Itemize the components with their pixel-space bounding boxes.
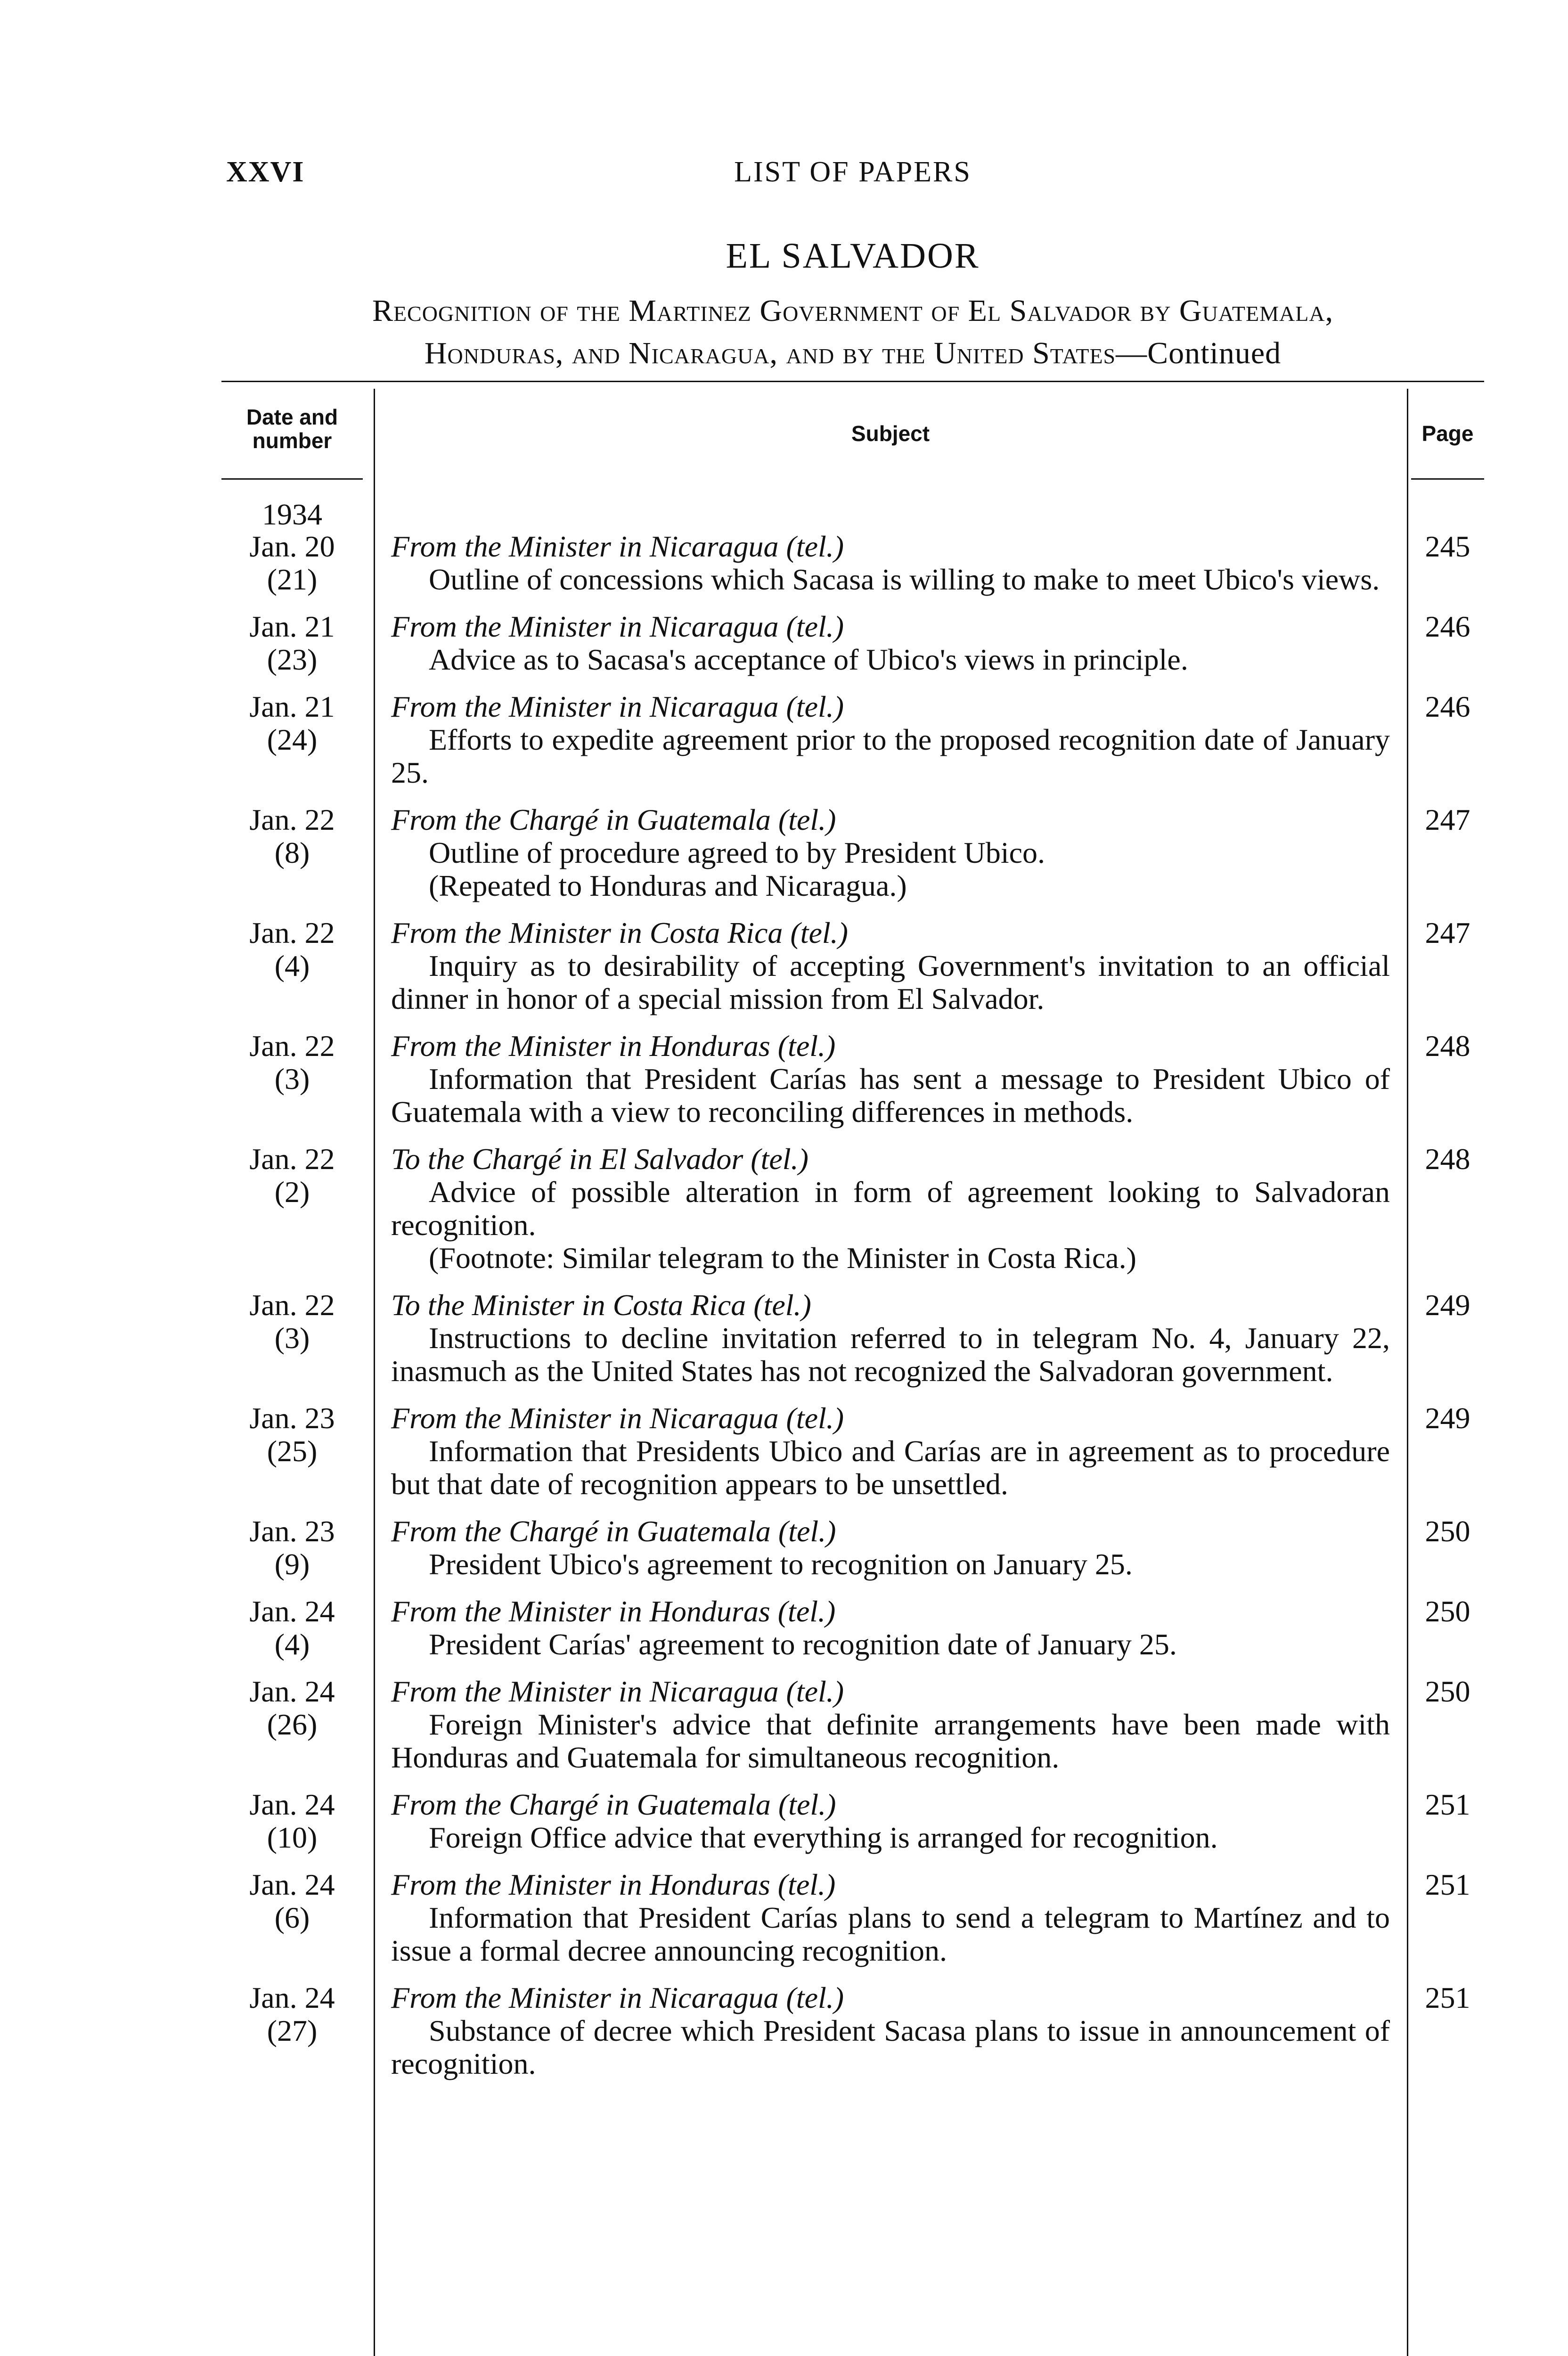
entry-number: (4) — [274, 949, 310, 982]
entry-date: Jan. 22 — [249, 916, 335, 949]
entry-number: (10) — [267, 1821, 318, 1854]
column-header-date-line-2: number — [252, 428, 332, 453]
page-folio: XXVI — [226, 156, 305, 188]
entries-list — [0, 530, 1568, 2094]
entry-date-number — [221, 803, 363, 869]
entry-date-number — [221, 610, 363, 676]
running-head — [226, 155, 1479, 198]
entry-subject — [391, 530, 1390, 596]
entry-subject — [391, 916, 1390, 1015]
entry-description: Inquiry as to desirability of accepting Government's invitation to an official dinner in honor of a special mission from El Salvador. — [391, 949, 1390, 1015]
entry-subject — [391, 1981, 1390, 2080]
header-rule-page — [1411, 478, 1484, 480]
entry-date-number — [221, 1289, 363, 1355]
table-row — [0, 610, 1568, 676]
section-title-line-1: Recognition of the Martinez Government of El Salvador by Guatemala, — [372, 294, 1334, 328]
entry-page-number: 246 — [1425, 690, 1470, 723]
entry-date-number — [221, 530, 363, 596]
entry-date-number — [221, 1595, 363, 1661]
entry-number: (8) — [274, 836, 310, 869]
table-top-rule — [221, 381, 1484, 382]
entry-number: (2) — [274, 1175, 310, 1209]
table-row — [0, 1402, 1568, 1501]
entry-date: Jan. 21 — [249, 690, 335, 723]
entry-sender: From the Minister in Honduras (tel.) — [391, 1868, 836, 1901]
table-row — [0, 1143, 1568, 1275]
column-header-date — [221, 405, 363, 452]
entry-date: Jan. 22 — [249, 1029, 335, 1063]
entry-date-number — [221, 1402, 363, 1468]
entry-page-number: 251 — [1425, 1788, 1470, 1821]
entry-page-number: 249 — [1425, 1288, 1470, 1322]
entry-number: (25) — [267, 1434, 318, 1468]
entry-page-number: 251 — [1425, 1981, 1470, 2014]
entry-date-number — [221, 1868, 363, 1934]
entry-number: (23) — [267, 643, 318, 676]
entry-sender: From the Chargé in Guatemala (tel.) — [391, 1514, 836, 1548]
entry-number: (3) — [274, 1062, 310, 1096]
entry-date: Jan. 22 — [249, 1142, 335, 1176]
entry-description: Substance of decree which President Sacasa plans to issue in announcement of recognition. — [391, 2014, 1390, 2080]
country-heading: EL SALVADOR — [726, 236, 980, 276]
entry-description: Advice of possible alteration in form of agreement looking to Salvadoran recognition. — [391, 1175, 1390, 1242]
entry-description: Outline of concessions which Sacasa is willing to make to meet Ubico's views. — [429, 563, 1380, 596]
entry-sender: From the Minister in Honduras (tel.) — [391, 1595, 836, 1628]
section-continued: —Continued — [1116, 336, 1282, 370]
entry-subject — [391, 1788, 1390, 1854]
entry-sender: From the Minister in Honduras (tel.) — [391, 1029, 836, 1063]
entry-sender: From the Chargé in Guatemala (tel.) — [391, 803, 836, 836]
entry-number: (27) — [267, 2014, 318, 2047]
entry-description: Information that President Carías has sent a message to President Ubico of Guatemala with a view to reconciling differences in methods. — [391, 1062, 1390, 1129]
entry-date: Jan. 23 — [249, 1401, 335, 1435]
entry-page-number: 251 — [1425, 1868, 1470, 1901]
entry-number: (24) — [267, 723, 318, 756]
table-row — [0, 1515, 1568, 1581]
entry-page-number: 245 — [1425, 530, 1470, 563]
entry-sender: From the Minister in Costa Rica (tel.) — [391, 916, 848, 949]
entry-subject — [391, 610, 1390, 676]
entry-subject — [391, 1868, 1390, 1967]
entry-number: (9) — [274, 1547, 310, 1581]
entry-subject — [391, 690, 1390, 789]
table-row — [0, 1289, 1568, 1388]
entry-subject — [391, 1402, 1390, 1501]
entry-page-number: 248 — [1425, 1142, 1470, 1176]
entry-description: President Carías' agreement to recognition date of January 25. — [429, 1628, 1177, 1661]
entry-sender: To the Chargé in El Salvador (tel.) — [391, 1142, 808, 1176]
entry-description: Instructions to decline invitation referred to in telegram No. 4, January 22, inasmuch as the United States has not recognized the Salvadoran government. — [391, 1321, 1390, 1388]
table-row — [0, 1030, 1568, 1129]
entry-description: Advice as to Sacasa's acceptance of Ubico's views in principle. — [429, 643, 1188, 676]
entry-date: Jan. 24 — [249, 1868, 335, 1901]
entry-subject — [391, 1595, 1390, 1661]
entry-subject — [391, 1675, 1390, 1774]
entry-date-number — [221, 916, 363, 982]
entry-number: (4) — [274, 1628, 310, 1661]
running-title: LIST OF PAPERS — [734, 156, 972, 188]
entry-date: Jan. 23 — [249, 1514, 335, 1548]
entry-note: (Footnote: Similar telegram to the Minister in Costa Rica.) — [429, 1241, 1136, 1275]
section-title — [207, 290, 1498, 375]
entry-page-number: 250 — [1425, 1595, 1470, 1628]
entry-page-number: 249 — [1425, 1401, 1470, 1435]
entry-date: Jan. 20 — [249, 530, 335, 563]
entry-sender: To the Minister in Costa Rica (tel.) — [391, 1288, 811, 1322]
table-row — [0, 1788, 1568, 1854]
entry-description: Outline of procedure agreed to by President Ubico. — [429, 836, 1045, 869]
entry-date-number — [221, 1788, 363, 1854]
entry-page-number: 248 — [1425, 1029, 1470, 1063]
entry-description: President Ubico's agreement to recognition on January 25. — [429, 1547, 1133, 1581]
entry-description: Information that President Carías plans to send a telegram to Martínez and to issue a formal decree announcing recognition. — [391, 1901, 1390, 1967]
year-label: 1934 — [262, 498, 322, 531]
entry-subject — [391, 803, 1390, 902]
entry-description: Information that Presidents Ubico and Carías are in agreement as to procedure but that date of recognition appears to be unsettled. — [391, 1434, 1390, 1501]
table-row — [0, 1595, 1568, 1661]
entry-description: Foreign Minister's advice that definite arrangements have been made with Honduras and Guatemala for simultaneous recognition. — [391, 1708, 1390, 1774]
entry-number: (21) — [267, 563, 318, 596]
entry-sender: From the Minister in Nicaragua (tel.) — [391, 1981, 844, 2014]
entry-date-number — [221, 1143, 363, 1209]
entry-date: Jan. 22 — [249, 803, 335, 836]
entry-number: (3) — [274, 1321, 310, 1355]
section-title-line-2-text: Honduras, and Nicaragua, and by the United States — [424, 336, 1116, 370]
entry-page-number: 247 — [1425, 803, 1470, 836]
table-row — [0, 1868, 1568, 1967]
entry-page-number: 250 — [1425, 1675, 1470, 1708]
entry-sender: From the Minister in Nicaragua (tel.) — [391, 690, 844, 723]
entry-date-number — [221, 1030, 363, 1096]
entry-number: (6) — [274, 1901, 310, 1934]
table-row — [0, 916, 1568, 1015]
entry-date-number — [221, 1981, 363, 2047]
column-header-subject: Subject — [851, 421, 930, 446]
entry-date: Jan. 21 — [249, 610, 335, 643]
table-row — [0, 530, 1568, 596]
entry-date: Jan. 24 — [249, 1675, 335, 1708]
entry-sender: From the Minister in Nicaragua (tel.) — [391, 610, 844, 643]
entry-sender: From the Minister in Nicaragua (tel.) — [391, 1401, 844, 1435]
entry-page-number: 246 — [1425, 610, 1470, 643]
entry-description: Efforts to expedite agreement prior to the proposed recognition date of January 25. — [391, 723, 1390, 789]
entry-subject — [391, 1030, 1390, 1129]
entry-sender: From the Minister in Nicaragua (tel.) — [391, 530, 844, 563]
table-row — [0, 1675, 1568, 1774]
entry-date: Jan. 24 — [249, 1788, 335, 1821]
entry-sender: From the Chargé in Guatemala (tel.) — [391, 1788, 836, 1821]
header-rule-date — [221, 478, 363, 480]
entry-page-number: 250 — [1425, 1514, 1470, 1548]
entry-subject — [391, 1289, 1390, 1388]
entry-date: Jan. 22 — [249, 1288, 335, 1322]
table-row — [0, 803, 1568, 902]
entry-date: Jan. 24 — [249, 1981, 335, 2014]
entry-subject — [391, 1515, 1390, 1581]
table-row — [0, 1981, 1568, 2080]
entry-page-number: 247 — [1425, 916, 1470, 949]
entry-note: (Repeated to Honduras and Nicaragua.) — [429, 869, 907, 902]
column-header-date-line-1: Date and — [246, 405, 338, 429]
entry-date-number — [221, 1515, 363, 1581]
table-row — [0, 690, 1568, 789]
entry-description: Foreign Office advice that everything is arranged for recognition. — [429, 1821, 1218, 1854]
entry-subject — [391, 1143, 1390, 1275]
entry-date: Jan. 24 — [249, 1595, 335, 1628]
entry-date-number — [221, 1675, 363, 1741]
section-title-line-2 — [207, 332, 1498, 375]
entry-sender: From the Minister in Nicaragua (tel.) — [391, 1675, 844, 1708]
entry-number: (26) — [267, 1708, 318, 1741]
column-header-page: Page — [1421, 421, 1474, 446]
entry-date-number — [221, 690, 363, 756]
